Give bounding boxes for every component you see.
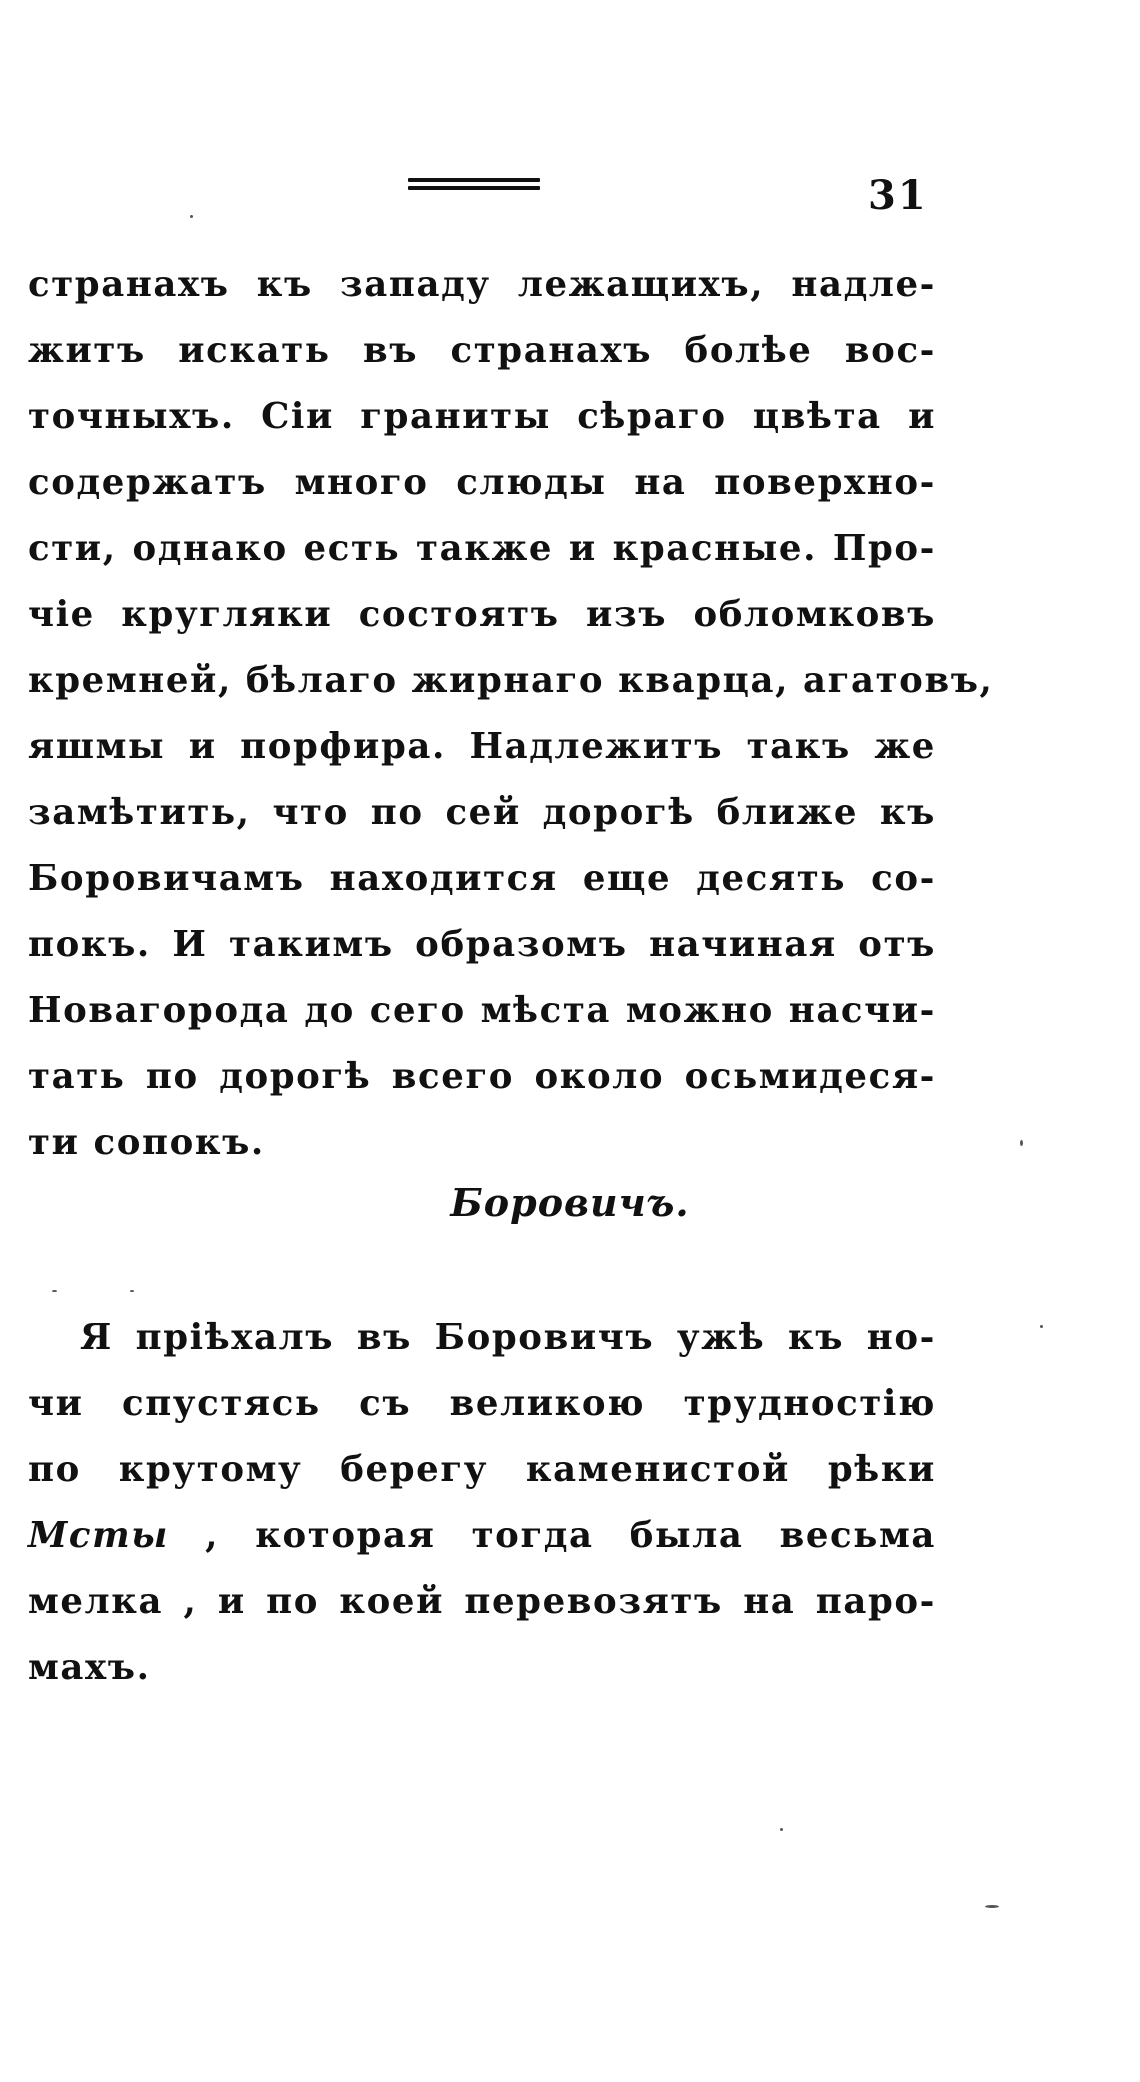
page-number: 31 bbox=[868, 172, 928, 219]
text-line: яшмы и порфира. Надлежитъ такъ же bbox=[28, 726, 936, 767]
text-line: тать по дорогѣ всего около осьмидеся- bbox=[28, 1056, 936, 1097]
scan-speck bbox=[1020, 1140, 1023, 1146]
text-line: покъ. И такимъ образомъ начиная отъ bbox=[28, 924, 936, 965]
text-line: замѣтить, что по сей дорогѣ ближе къ bbox=[28, 792, 936, 833]
section-heading: Боровичъ. bbox=[450, 1180, 690, 1225]
text-line: мелка , и по коей перевозятъ на паро- bbox=[28, 1581, 936, 1622]
text-line: точныхъ. Сіи граниты сѣраго цвѣта и bbox=[28, 396, 936, 437]
text-line: чи спустясь съ великою трудностію bbox=[28, 1383, 936, 1424]
text-line: кремней, бѣлаго жирнаго кварца, агатовъ, bbox=[28, 660, 994, 701]
scan-speck bbox=[52, 1290, 57, 1292]
text-line: ти сопокъ. bbox=[28, 1122, 265, 1163]
scan-speck bbox=[130, 1290, 134, 1292]
text-line: по крутому берегу каменистой рѣки bbox=[28, 1449, 936, 1490]
text-line: Новагорода до сего мѣста можно насчи- bbox=[28, 990, 936, 1031]
text-line: Я пріѣхалъ въ Боровичъ ужѣ къ но- bbox=[80, 1317, 936, 1358]
text-line: сти, однако есть также и красные. Про- bbox=[28, 528, 936, 569]
text-line-rest: , которая тогда была весьма bbox=[169, 1515, 936, 1556]
text-line: махъ. bbox=[28, 1647, 151, 1688]
paragraph-1 bbox=[28, 252, 994, 1176]
scan-speck bbox=[190, 215, 193, 218]
river-name: Мсты bbox=[28, 1515, 169, 1556]
scan-speck bbox=[985, 1905, 999, 1908]
text-line-with-italic bbox=[28, 1503, 936, 1569]
text-line: чіе кругляки состоятъ изъ обломковъ bbox=[28, 594, 936, 635]
text-line: странахъ къ западу лежащихъ, надле- bbox=[28, 264, 936, 305]
scan-speck bbox=[1040, 1325, 1043, 1328]
text-line: Боровичамъ находится еще десять со- bbox=[28, 858, 936, 899]
header-rule bbox=[408, 178, 540, 198]
text-line: житъ искать въ странахъ болѣе вос- bbox=[28, 330, 936, 371]
paragraph-2 bbox=[28, 1305, 936, 1701]
scan-speck bbox=[780, 1828, 783, 1831]
text-line: содержатъ много слюды на поверхно- bbox=[28, 462, 936, 503]
